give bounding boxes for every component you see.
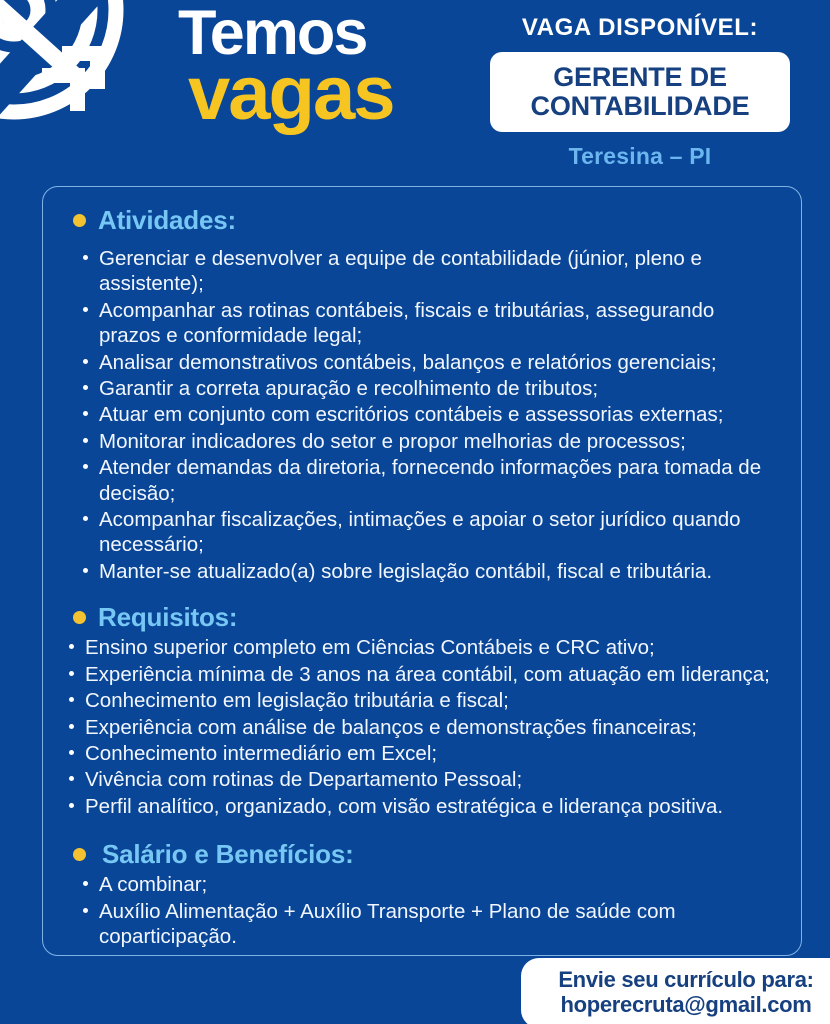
list-item: Auxílio Alimentação + Auxílio Transporte + Plano de saúde com coparticipação. xyxy=(77,899,781,950)
list-item: Acompanhar fiscalizações, intimações e apoiar o setor jurídico quando necessário; xyxy=(77,507,781,558)
yellow-dot-icon xyxy=(73,611,86,624)
vacancy-kicker-label: VAGA DISPONÍVEL: xyxy=(521,14,759,41)
list-item: A combinar; xyxy=(77,872,781,897)
list-requisitos xyxy=(63,635,781,819)
vacancy-location-label: Teresina – PI xyxy=(568,143,712,170)
section-requisitos xyxy=(63,602,781,819)
list-item: Ensino superior completo em Ciências Contábeis e CRC ativo; xyxy=(63,635,781,660)
list-item: Gerenciar e desenvolver a equipe de contabilidade (júnior, pleno e assistente); xyxy=(77,246,781,297)
yellow-dot-icon xyxy=(73,214,86,227)
brand-line-temos: Temos xyxy=(178,0,367,68)
poster-header xyxy=(0,0,830,180)
section-title-atividades: Atividades: xyxy=(98,205,236,235)
section-salario-beneficios xyxy=(63,839,781,949)
section-heading xyxy=(73,205,781,236)
brand-lockup xyxy=(178,0,478,137)
yellow-dot-icon xyxy=(73,848,86,861)
section-title-requisitos: Requisitos: xyxy=(98,602,238,633)
contact-instruction: Envie seu currículo para: xyxy=(558,967,814,992)
list-item: Perfil analítico, organizado, com visão estratégica e liderança positiva. xyxy=(63,794,781,819)
vacancy-role-title: GERENTE DE CONTABILIDADE xyxy=(530,62,750,121)
list-item: Experiência com análise de balanços e demonstrações financeiras; xyxy=(63,715,781,740)
list-item: Atender demandas da diretoria, fornecendo informações para tomada de decisão; xyxy=(77,455,781,506)
section-heading xyxy=(73,839,781,870)
job-details-panel xyxy=(42,186,802,956)
list-item: Acompanhar as rotinas contábeis, fiscais e tributárias, assegurando prazos e conformidade legal; xyxy=(77,298,781,349)
section-heading xyxy=(73,602,781,633)
list-item: Atuar em conjunto com escritórios contábeis e assessorias externas; xyxy=(77,402,781,427)
list-atividades xyxy=(77,246,781,584)
list-item: Conhecimento em legislação tributária e fiscal; xyxy=(63,688,781,713)
vacancy-block xyxy=(490,8,790,170)
list-salario-beneficios xyxy=(77,872,781,949)
section-title-salario: Salário e Benefícios: xyxy=(102,839,354,870)
contact-email[interactable]: hoperecruta@gmail.com xyxy=(560,992,812,1018)
brand-line-vagas: vagas xyxy=(188,51,394,137)
list-item: Manter-se atualizado(a) sobre legislação contábil, fiscal e tributária. xyxy=(77,559,781,584)
list-item: Analisar demonstrativos contábeis, balanços e relatórios gerenciais; xyxy=(77,350,781,375)
list-item: Conhecimento intermediário em Excel; xyxy=(63,741,781,766)
contact-card[interactable] xyxy=(521,958,830,1024)
list-item: Monitorar indicadores do setor e propor melhorias de processos; xyxy=(77,429,781,454)
section-atividades xyxy=(63,205,781,584)
list-item: Garantir a correta apuração e recolhimento de tributos; xyxy=(77,376,781,401)
vacancy-role-card xyxy=(490,52,790,132)
list-item: Experiência mínima de 3 anos na área contábil, com atuação em liderança; xyxy=(63,662,781,687)
list-item: Vivência com rotinas de Departamento Pessoal; xyxy=(63,767,781,792)
